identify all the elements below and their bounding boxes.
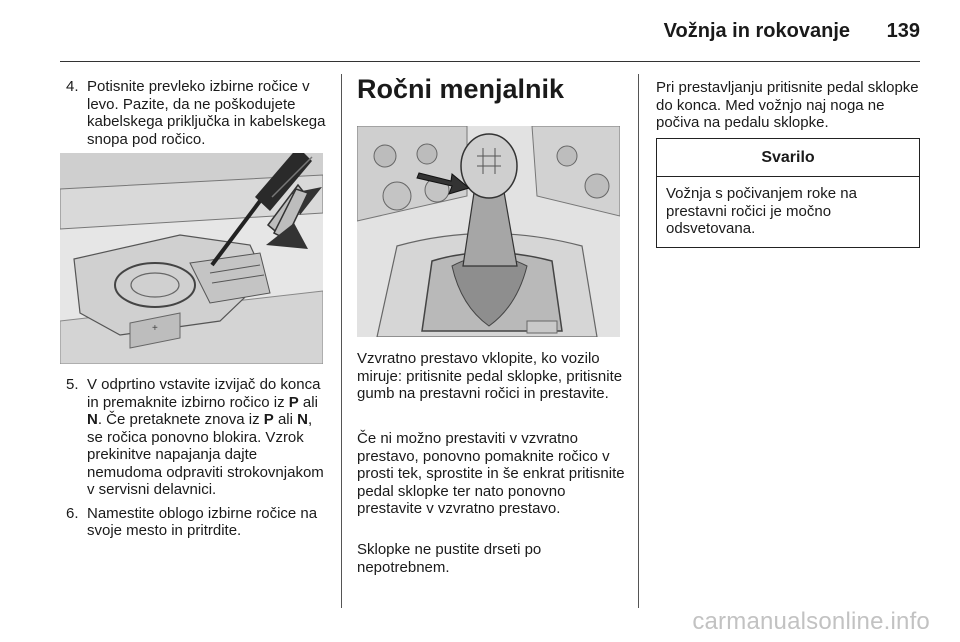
section-title: Ročni menjalnik — [357, 74, 565, 104]
watermark: carmanualsonline.info — [692, 608, 930, 635]
steps-list-top — [60, 78, 326, 154]
lever-cover-illustration — [60, 153, 323, 364]
gear-p-label: P — [288, 393, 299, 411]
step-5-text-1: V odprtino vstavite izvijač do konca in premaknite izbirno ročico iz — [87, 376, 321, 411]
step-5 — [60, 376, 326, 499]
gear-n-label-2: N — [297, 411, 308, 428]
page-header-title: Vožnja in rokovanje — [663, 20, 850, 42]
step-5-text-4: ali — [273, 411, 298, 428]
warning-box — [656, 138, 920, 248]
step-5-text-5: , se ročica ponovno blokira. Vzrok prekinitve napajanja dajte nemudoma odpraviti strokovnjakom v servisni delavnici. — [87, 411, 324, 498]
warning-title: Svarilo — [657, 139, 919, 177]
gear-lever-illustration — [357, 126, 620, 337]
step-6-number: 6. — [66, 504, 79, 522]
reverse-gear-retry-paragraph: Če ni možno prestaviti v vzvratno prestavo, ponovno pomaknite ročico v prosti tek, sprostite in še enkrat pritisnite pedal sklopke ter nato ponovno prestavite v vzvratno prestavo. — [357, 430, 625, 517]
step-5-number: 5. — [66, 376, 79, 393]
header-rule — [60, 61, 920, 62]
steps-list-bottom — [60, 376, 326, 546]
step-6-text: Namestite oblogo izbirne ročice na svoje mesto in pritrdite. — [87, 504, 318, 539]
step-4-text: Potisnite prevleko izbirne ročice v levo. Pazite, da ne poškodujete kabelskega priključka in kabelskega snopa pod ročico. — [87, 78, 326, 148]
figure-gear-lever — [357, 126, 620, 337]
page-number: 139 — [886, 20, 920, 42]
step-5-text-2: ali — [298, 393, 318, 411]
step-6 — [60, 505, 326, 540]
column-divider-2 — [638, 74, 639, 608]
clutch-pedal-paragraph: Pri prestavljanju pritisnite pedal sklopke do konca. Med vožnjo naj noga ne počiva na pedalu sklopke. — [656, 79, 919, 131]
gear-n-label: N — [87, 411, 98, 428]
figure-lever-cover — [60, 153, 323, 364]
svg-text:+: + — [152, 323, 158, 334]
step-4-number: 4. — [66, 78, 79, 95]
warning-text: Vožnja s počivanjem roke na prestavni ročici je močno odsvetovana. — [666, 185, 857, 237]
column-divider-1 — [341, 74, 342, 608]
step-5-text-3: . Če pretaknete znova iz — [97, 411, 264, 428]
clutch-slip-paragraph: Sklopke ne pustite drseti po nepotrebnem. — [357, 541, 542, 576]
reverse-gear-paragraph: Vzvratno prestavo vklopite, ko vozilo miruje: pritisnite pedal sklopke, pritisnite gumb na prestavni ročici in prestavite. — [357, 350, 623, 402]
step-4 — [60, 78, 326, 148]
gear-p-label-2: P — [263, 411, 274, 428]
